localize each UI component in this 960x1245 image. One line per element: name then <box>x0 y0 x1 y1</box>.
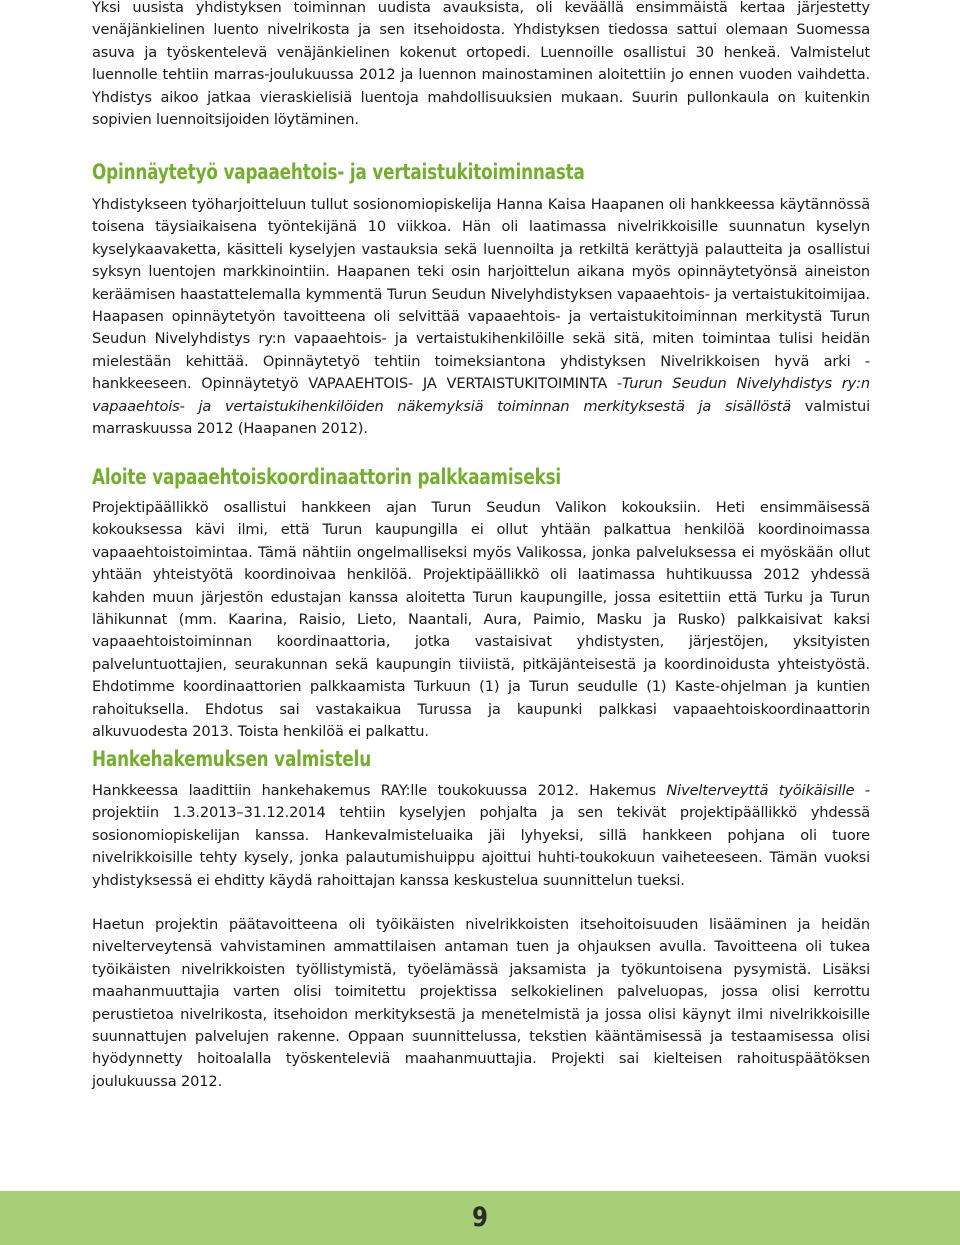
paragraph-text: Yhdistykseen työharjoitteluun tullut sosionomiopiskelija Hanna Kaisa Haapanen oli hankkeessa käytännössä toisena täysiaikaisena työntekijänä 10 viikkoa. Hän oli laatimassa nivelrikkoisille suunnatun kyselyn kyselykaavaketta, käsitteli kyselyjen vastauksia sekä luennoilta ja retkiltä kerättyjä palautteita ja osallistui syksyn luentojen markkinointiin. Haapanen teki osin harjoittelun aikana myös opinnäytetyönsä aineiston keräämisen haastattelemalla kymmentä Turun Seudun Nivelyhdistyksen vapaaehtois- ja vertaistukitoimijaa. Haapasen opinnäytetyön tavoitteena oli selvittää vapaaehtois- ja vertaistukitoiminnan merkitystä Turun Seudun Nivelyhdistys ry:n vapaaehtois- ja vertaistukihenkilöille sekä sitä, miten toimintaa tulisi heidän mielestään kehittää. Opinnäytetyö tehtiin toimeksiantona yhdistyksen Nivelrikkoisen hyvä arki -hankkeeseen. Opinnäytetyö VAPAAEHTOIS- JA VERTAISTUKITOIMINTA - <box>92 196 870 393</box>
section-heading-hankehakemus: Hankehakemuksen valmistelu <box>92 747 372 771</box>
paragraph-text: Hankkeessa laadittiin hankehakemus RAY:lle toukokuussa 2012. Hakemus <box>92 782 667 799</box>
thesis-title-italic: Turun Seudun Nivelyhdistys ry:n vapaaehtois- ja vertaistukihenkilöiden näkemyksiä toiminnan merkityksestä ja sisällöstä <box>92 375 870 415</box>
section-paragraph-hankehakemus-1 <box>92 780 870 892</box>
intro-paragraph: Yksi uusista yhdistyksen toiminnan uudista avauksista, oli keväällä ensimmäistä kertaa järjestetty venäjänkielinen luento nivelrikosta ja sen itsehoidosta. Yhdistyksen tiedossa sattui olemaan Suomessa asuva ja työskentelevä venäjänkielinen kokenut ortopedi. Luennoille osallistui 30 henkeä. Valmistelut luennolle tehtiin marras-joulukuussa 2012 ja luennon mainostaminen aloitettiin jo ennen vuoden vaihdetta. Yhdistys aikoo jatkaa vieraskielisiä luentoja mahdollisuuksien mukaan. Suurin pullonkaula on kuitenkin sopivien luennoitsijoiden löytäminen. <box>92 0 870 129</box>
section-paragraph-opinnaytetyo <box>92 194 870 440</box>
page-number: 9 <box>472 1202 488 1233</box>
section-paragraph-koordinaattori: Projektipäällikkö osallistui hankkeen ajan Turun Seudun Valikon kokouksiin. Heti ensimmäisessä kokouksessa kävi ilmi, että Turun kaupungilla ei ollut yhtään palkattua henkilöä koordinoimassa vapaaehtoistoimintaa. Tämä nähtiin ongelmalliseksi myös Valikossa, jonka palveluksessa ei myöskään ollut yhtään yhteistyötä koordinoivaa henkilöä. Projektipäällikkö oli laatimassa huhtikuussa 2012 yhdessä kahden muun järjestön edustajan kanssa aloitetta Turun kaupungille, jossa esitettiin että Turku ja Turun lähikunnat (mm. Kaarina, Raisio, Lieto, Naantali, Aura, Paimio, Masku ja Rusko) palkkaisivat kaksi vapaaehtoistoiminnan koordinaattoria, jotka vastaisivat yhdistysten, järjestöjen, yksityisten palveluntuottajien, seurakunnan sekä kaupungin tiiviistä, pitkäjänteisestä ja koordinoidusta yhteistyöstä. Ehdotimme koordinaattorien palkkaamista Turkuun (1) ja Turun seudulle (1) Kaste-ohjelman ja kuntien rahoituksella. Ehdotus sai vastakaikua Turussa ja kaupunki palkkasi vapaaehtoiskoordinaattorin alkuvuodesta 2013. Toista henkilöä ei palkattu. <box>92 499 870 741</box>
section-paragraph-hankehakemus-2: Haetun projektin päätavoitteena oli työikäisten nivelrikkoisten itsehoitoisuuden lisääminen ja heidän nivelterveytensä vahvistaminen ammattilaisen antaman tuen ja ohjauksen avulla. Tavoitteena oli tukea työikäisten nivelrikkoisten työllistymistä, työelämässä jaksamista ja työkuntoisena pysymistä. Lisäksi maahanmuuttajia varten olisi toimitettu projektissa selkokielinen palveluopas, jossa olisi kerrottu perustietoa nivelrikosta, itsehoidon merkityksestä ja menetelmistä ja jossa olisi käynyt ilmi nivelrikkoisille suunnattujen palvelujen rakenne. Oppaan suunnittelussa, tekstien kääntämisessä ja testaamisessa olisi hyödynnetty hoitoalalla työskenteleviä maahanmuuttajia. Projekti sai kielteisen rahoituspäätöksen joulukuussa 2012. <box>92 916 870 1090</box>
section-heading-koordinaattori: Aloite vapaaehtoiskoordinaattorin palkkaamiseksi <box>92 465 562 489</box>
section-heading-opinnaytetyo: Opinnäytetyö vapaaehtois- ja vertaistukitoiminnasta <box>92 160 585 184</box>
paragraph-text: valmistui marraskuussa 2012 (Haapanen 2012). <box>92 397 870 438</box>
paragraph-text: -projektiin 1.3.2013–31.12.2014 tehtiin kyselyjen pohjalta ja sen tekivät projektipäällikkö yhdessä sosionomiopiskelijan kanssa. Hankevalmisteluaika jäi lyhyeksi, sillä hankkeen pohjana oli tuore nivelrikkoisille tehty kysely, jonka palautumishuippu ajoittui huhti-toukokuun vaiheteeseen. Tämän vuoksi yhdistyksessä ei ehditty käydä rahoittajan kanssa keskustelua suunnittelun tueksi. <box>92 782 870 889</box>
project-name-italic: Nivelterveyttä työikäisille <box>666 782 855 799</box>
